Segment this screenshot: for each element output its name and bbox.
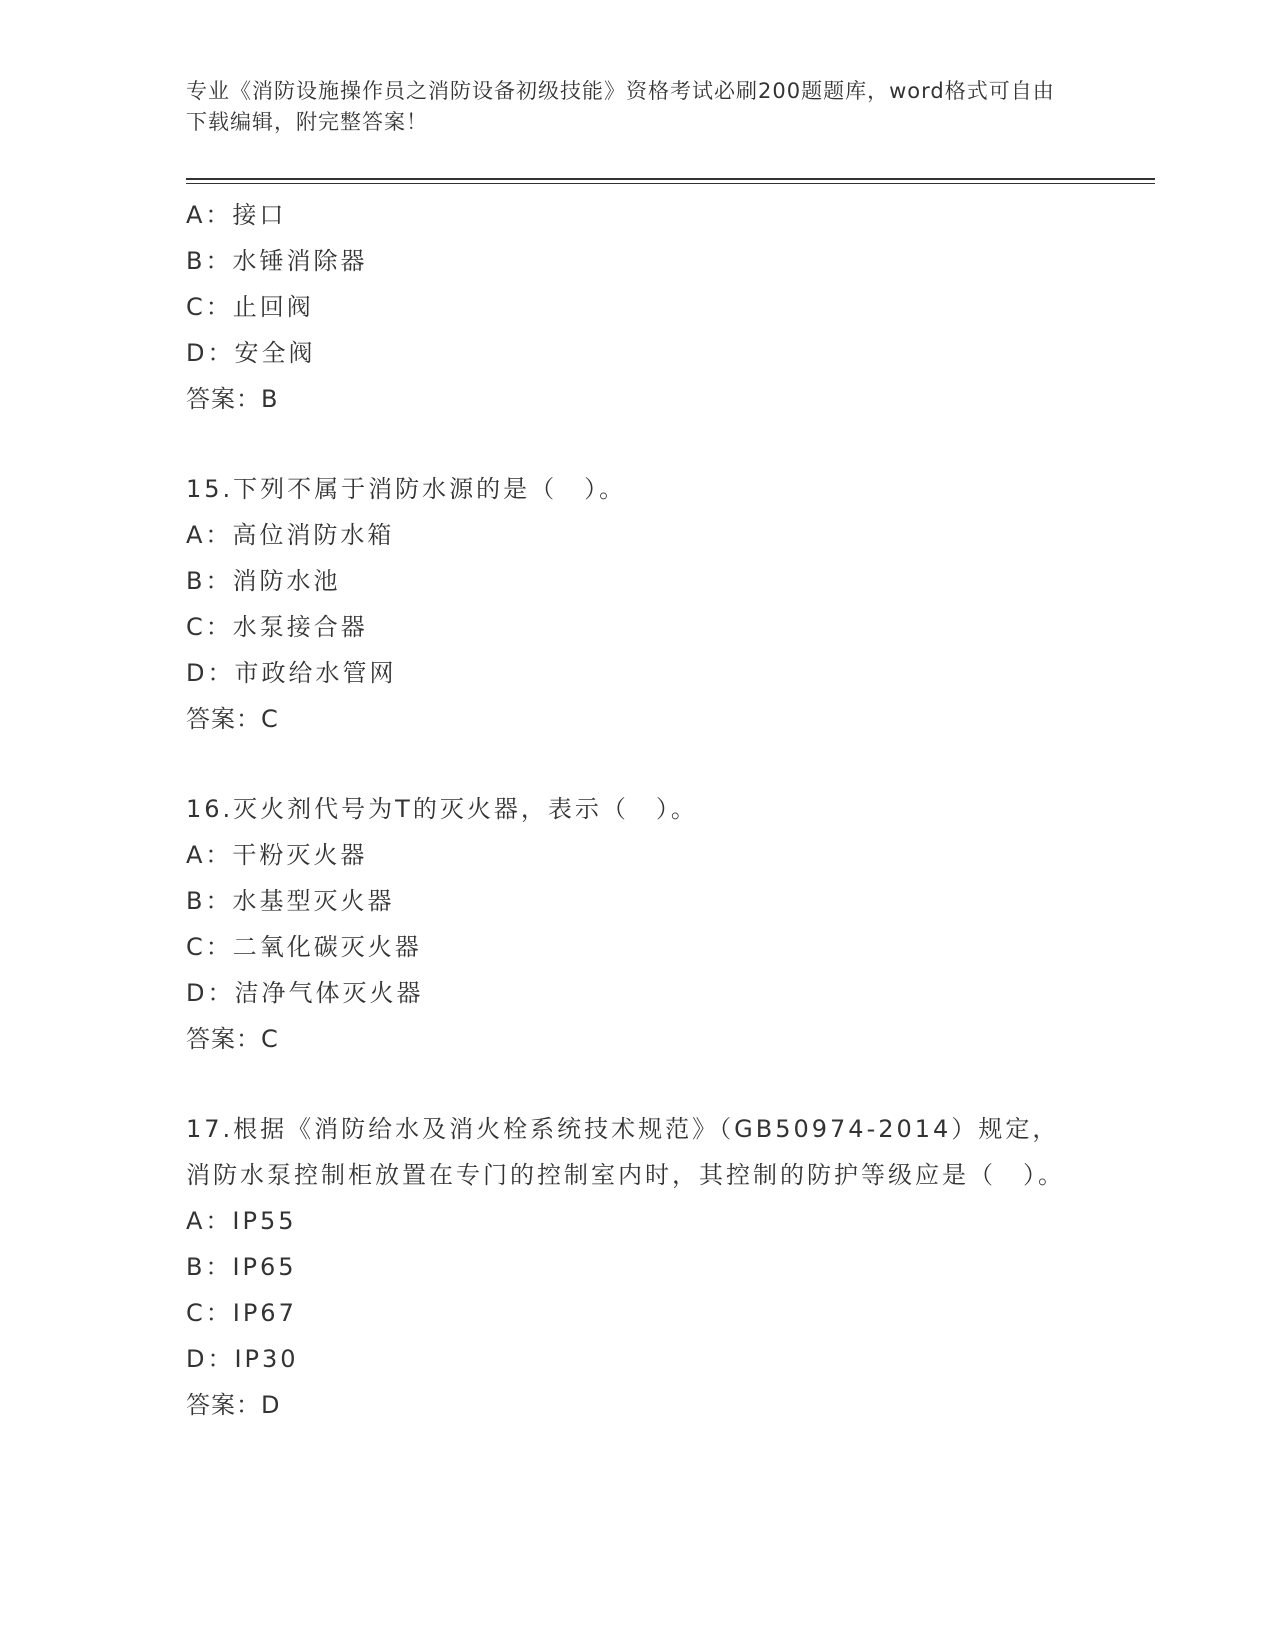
question-text: 17.根据《消防给水及消火栓系统技术规范》（GB50974-2014）规定，消防水泵控制柜放置在专门的控制室内时，其控制的防护等级应是（ ）。	[186, 1115, 1065, 1189]
option-a: A：IP55	[186, 1207, 297, 1235]
header-divider-thin	[186, 183, 1155, 184]
option-b: B：水锤消除器	[186, 247, 368, 275]
option-a: A：接口	[186, 201, 287, 229]
option-d: D：IP30	[186, 1345, 299, 1373]
option-b: B：水基型灭火器	[186, 887, 395, 915]
option-c: C：二氧化碳灭火器	[186, 933, 422, 961]
option-c: C：水泵接合器	[186, 613, 368, 641]
option-a: A：高位消防水箱	[186, 521, 395, 549]
document-header: 专业《消防设施操作员之消防设备初级技能》资格考试必刷200题题库，word格式可自由下载编辑，附完整答案！	[186, 79, 1055, 134]
option-a: A：干粉灭火器	[186, 841, 368, 869]
option-c: C：IP67	[186, 1299, 297, 1327]
question-list	[186, 192, 1066, 1428]
question-block-16	[186, 786, 1066, 1062]
spacer	[186, 742, 1066, 786]
option-b: B：消防水池	[186, 567, 341, 595]
answer-line: 答案：D	[186, 1391, 281, 1419]
spacer	[186, 422, 1066, 466]
answer-line: 答案：B	[186, 385, 279, 413]
answer-line: 答案：C	[186, 705, 279, 733]
spacer	[186, 1062, 1066, 1106]
answer-line: 答案：C	[186, 1025, 279, 1053]
option-d: D：市政给水管网	[186, 659, 397, 687]
question-text: 15.下列不属于消防水源的是（ ）。	[186, 475, 627, 503]
question-text: 16.灭火剂代号为T的灭火器，表示（ ）。	[186, 795, 698, 823]
option-b: B：IP65	[186, 1253, 297, 1281]
header-divider-thick	[186, 178, 1155, 180]
question-block-15	[186, 466, 1066, 742]
question-block-17	[186, 1106, 1066, 1428]
option-d: D：洁净气体灭火器	[186, 979, 424, 1007]
question-block-prev	[186, 192, 1066, 422]
option-d: D：安全阀	[186, 339, 316, 367]
option-c: C：止回阀	[186, 293, 314, 321]
